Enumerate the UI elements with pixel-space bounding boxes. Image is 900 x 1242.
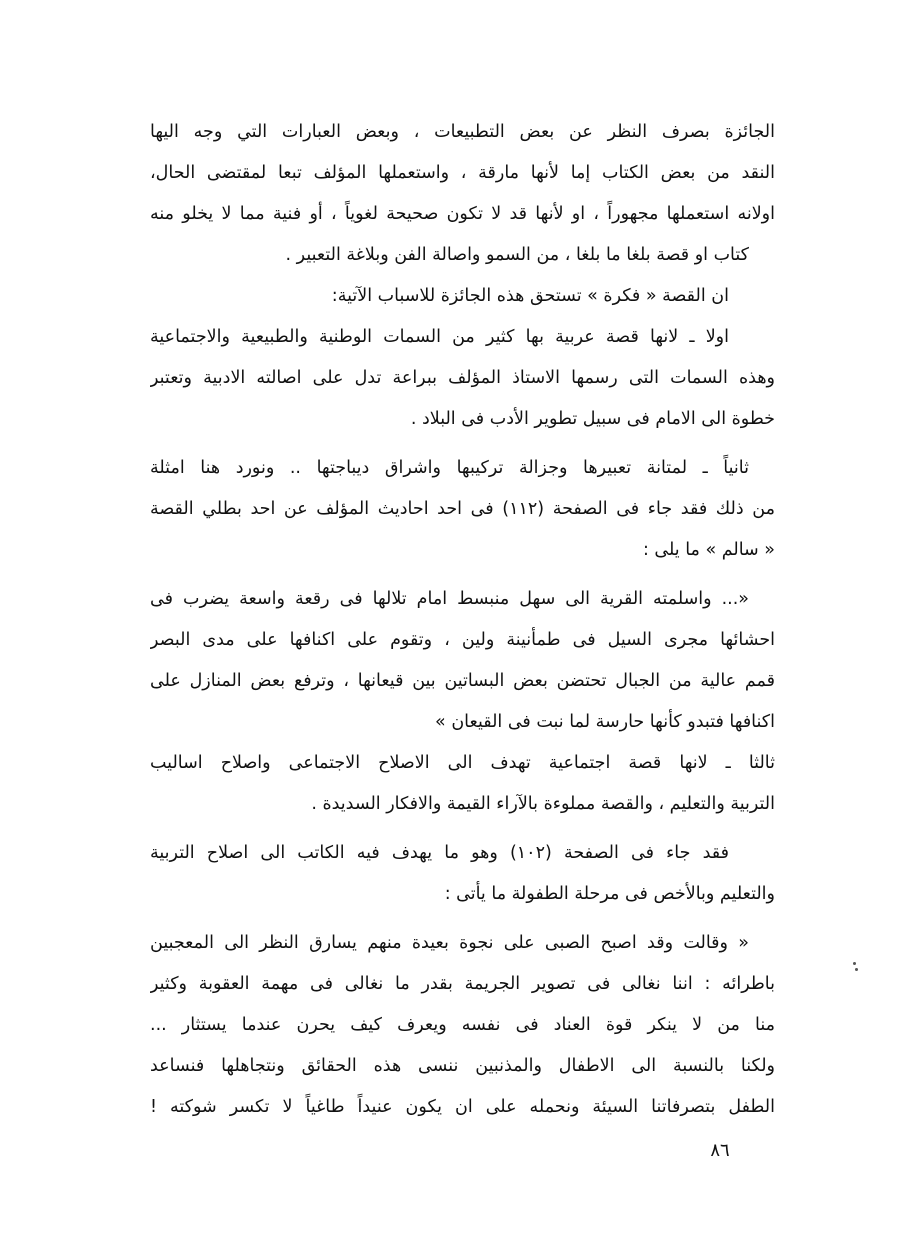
text-line: كتاب او قصة بلغا ما بلغا ، من السمو واصالة الفن وبلاغة التعبير .: [285, 245, 749, 265]
text-line: « سالم » ما يلى :: [642, 540, 775, 560]
page-number: ٨٦: [710, 1140, 730, 1161]
paragraph-gap: [150, 825, 775, 833]
text-line: اكنافها فتبدو كأنها حارسة لما نبت فى القيعان »: [435, 712, 775, 732]
text-line: اولانه استعملها مجهوراً ، او لأنها قد لا تكون صحيحة لغوياً ، أو فنية مما لا يخلو منه: [150, 204, 775, 224]
text-line: ان القصة « فكرة » تستحق هذه الجائزة للاسباب الآتية:: [331, 286, 729, 306]
text-line: احشائها مجرى السيل فى طمأنينة ولين ، وتقوم على اكنافها على مدى البصر: [150, 630, 775, 650]
text-line: منا من لا ينكر قوة العناد فى نفسه ويعرف كيف يحرن عندما يستثار ...: [150, 1015, 775, 1035]
text-line: ولكنا بالنسبة الى الاطفال والمذنبين ننسى هذه الحقائق ونتجاهلها فنساعد: [150, 1056, 775, 1076]
text-line: ثالثا ـ لانها قصة اجتماعية تهدف الى الاصلاح الاجتماعى واصلاح اساليب: [150, 753, 775, 773]
text-line: من ذلك فقد جاء فى الصفحة (١١٢) فى احد احاديث المؤلف عن احد بطلي القصة: [150, 499, 775, 519]
paragraph-gap: [150, 571, 775, 579]
text-line: الجائزة بصرف النظر عن بعض التطبيعات ، وبعض العبارات التي وجه اليها: [150, 122, 775, 142]
paragraph-gap: [150, 915, 775, 923]
text-line: قمم عالية من الجبال تحتضن بعض البساتين بين قيعانها ، وترفع بعض المنازل على: [150, 671, 775, 691]
text-line: التربية والتعليم ، والقصة مملوءة بالآراء القيمة والافكار السديدة .: [311, 794, 775, 814]
text-line: وهذه السمات التى رسمها الاستاذ المؤلف ببراعة تدل على اصالته الادبية وتعتبر: [150, 368, 775, 388]
text-line: ثانياً ـ لمتانة تعبيرها وجزالة تركيبها واشراق ديباجتها .. ونورد هنا امثلة: [150, 458, 749, 478]
text-line: النقد من بعض الكتاب إما لأنها مارقة ، واستعملها المؤلف تبعا لمقتضى الحال،: [150, 163, 775, 183]
text-line: « وقالت وقد اصبح الصبى على نجوة بعيدة منهم يسارق النظر الى المعجبين: [150, 933, 749, 953]
text-line: والتعليم وبالأخص فى مرحلة الطفولة ما يأتى :: [444, 884, 775, 904]
text-line: خطوة الى الامام فى سبيل تطوير الأدب فى البلاد .: [410, 409, 775, 429]
scan-speck: [853, 962, 856, 965]
text-line: باطرائه : اننا نغالى فى تصوير الجريمة بقدر ما نغالى فى مهمة العقوبة وكثير: [150, 974, 775, 994]
text-line: اولا ـ لانها قصة عربية بها كثير من السمات الوطنية والطبيعية والاجتماعية: [150, 327, 729, 347]
paragraph-gap: [150, 440, 775, 448]
text-line: الطفل بتصرفاتنا السيئة ونحمله على ان يكون عنيداً طاغياً لا تكسر شوكته !: [150, 1097, 775, 1117]
body-text: [150, 112, 775, 1128]
text-line: «... واسلمته القرية الى سهل منبسط امام تلالها فى رقعة واسعة يضرب فى: [150, 589, 749, 609]
scan-speck: [855, 968, 858, 971]
text-line: فقد جاء فى الصفحة (١٠٢) وهو ما يهدف فيه الكاتب الى اصلاح التربية: [150, 843, 729, 863]
